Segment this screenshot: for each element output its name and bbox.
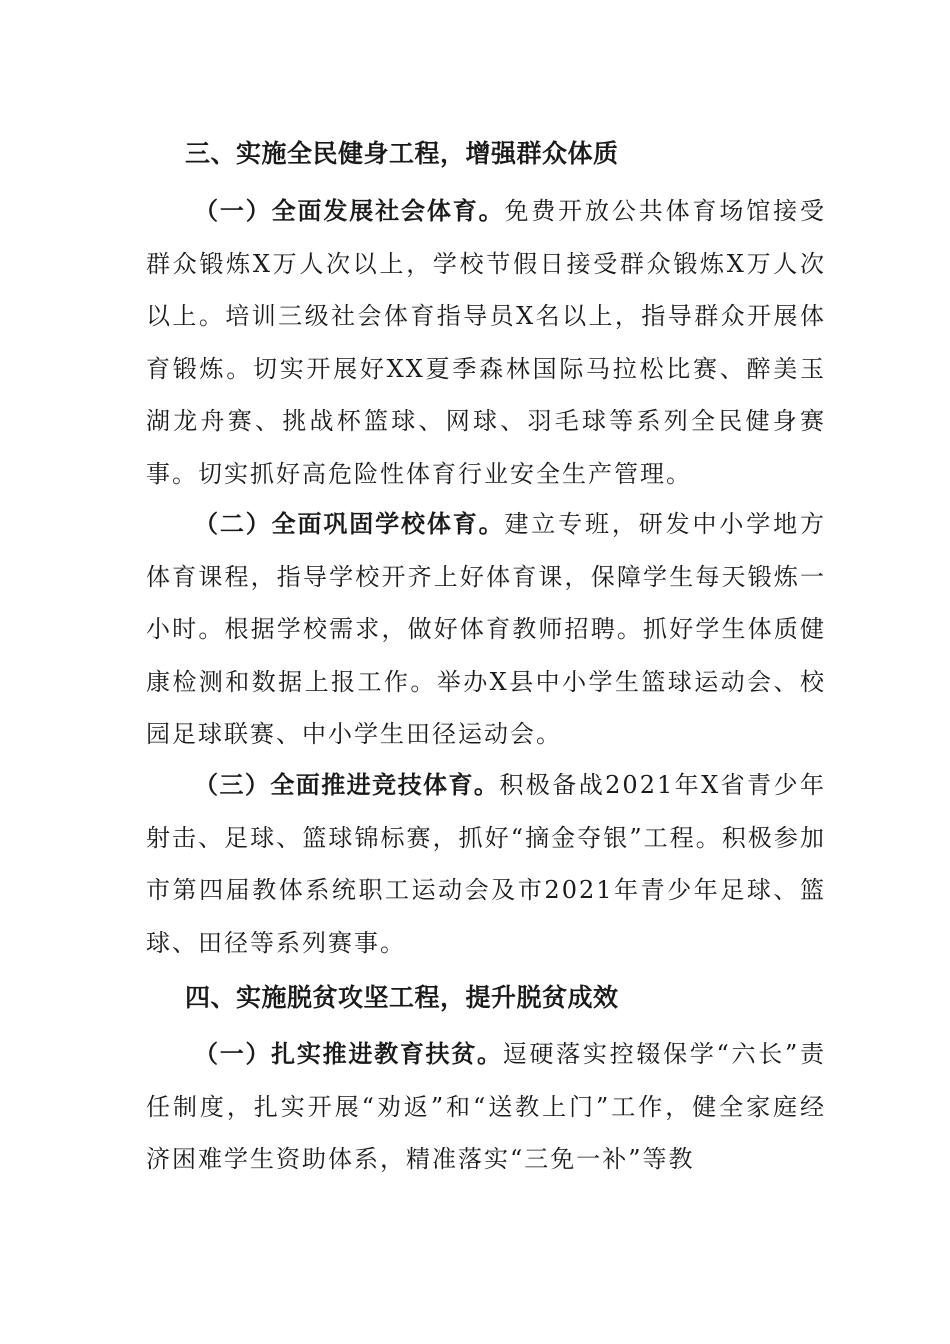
paragraph-social-sports <box>146 185 826 500</box>
section-heading-3: 三、实施全民健身工程，增强群众体质 <box>185 139 619 168</box>
paragraph-lead: （一）扎实推进教育扶贫。 <box>194 1040 503 1068</box>
paragraph-lead: （一）全面发展社会体育。 <box>194 197 505 225</box>
paragraph-body: 建立专班，研发中小学地方体育课程，指导学校开齐上好体育课，保障学生每天锻炼一小时。根据学校需求，做好体育教师招聘。抓好学生体质健康检测和数据上报工作。举办X县中小学生篮球运动会、校园足球联赛、中小学生田径运动会。 <box>146 510 827 748</box>
paragraph-education-poverty <box>146 1028 826 1186</box>
paragraph-body: 积极备战2021年X省青少年射击、足球、篮球锦标赛，抓好“摘金夺银”工程。积极参加市第四届教体系统职工运动会及市2021年青少年足球、篮球、田径等系列赛事。 <box>146 771 827 957</box>
paragraph-lead: （三）全面推进竞技体育。 <box>194 771 500 799</box>
paragraph-lead: （二）全面巩固学校体育。 <box>194 510 505 538</box>
paragraph-school-sports <box>146 498 826 761</box>
paragraph-body: 逗硬落实控辍保学“六长”责任制度，扎实开展“劝返”和“送教上门”工作，健全家庭经济困难学生资助体系，精准落实“三免一补”等教 <box>146 1040 826 1173</box>
section-heading-4: 四、实施脱贫攻坚工程，提升脱贫成效 <box>185 983 619 1012</box>
paragraph-body: 免费开放公共体育场馆接受群众锻炼X万人次以上，学校节假日接受群众锻炼X万人次以上。培训三级社会体育指导员X名以上，指导群众开展体育锻炼。切实开展好XX夏季森林国际马拉松比赛、醉美玉湖龙舟赛、挑战杯篮球、网球、羽毛球等系列全民健身赛事。切实抓好高危险性体育行业安全生产管理。 <box>146 197 827 488</box>
paragraph-competitive-sports <box>146 759 826 969</box>
